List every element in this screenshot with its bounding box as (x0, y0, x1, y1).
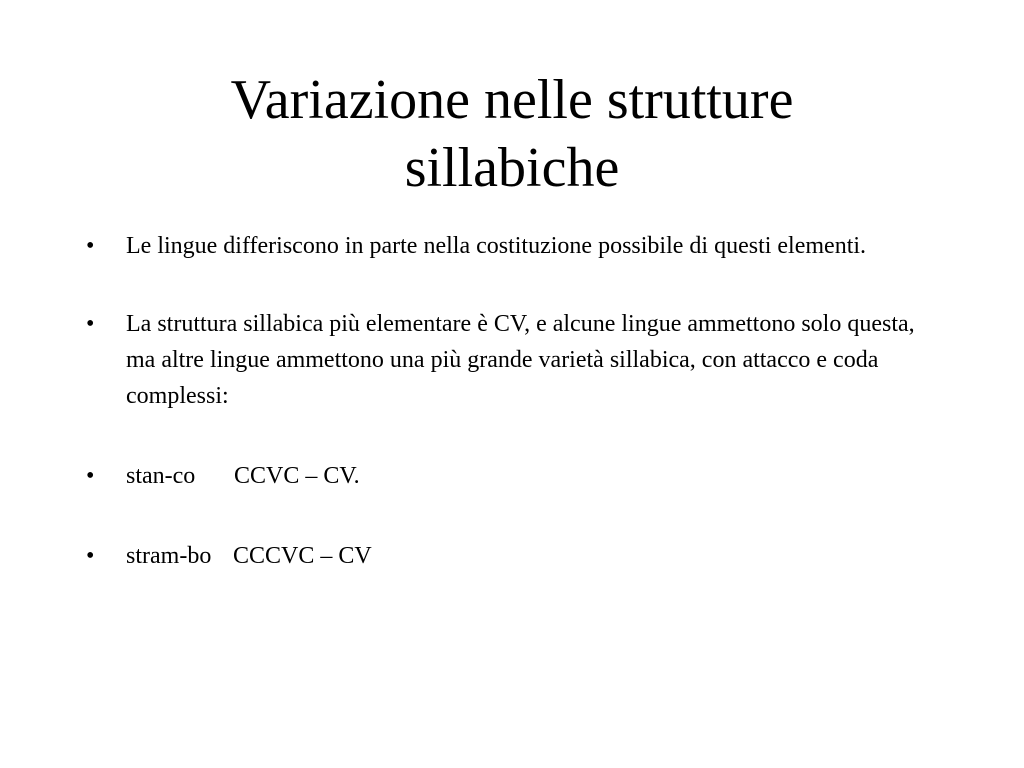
bullet-dot-icon: • (86, 311, 95, 337)
slide-title (0, 66, 1024, 202)
title-line-1: Variazione nelle strutture (230, 69, 794, 131)
example-word: stan-co (126, 463, 196, 489)
syllable-pattern: CCCVC – CV (233, 543, 372, 569)
bullet-text: La struttura sillabica più elementare è CV, e alcune lingue ammettono solo questa, ma altre lingue ammettono una più grande varietà sillabica, con attacco e coda complessi: (126, 311, 915, 409)
bullet-text: Le lingue differiscono in parte nella costituzione possibile di questi elementi. (126, 233, 867, 259)
bullet-item (86, 228, 946, 264)
bullet-item (86, 538, 946, 574)
bullet-dot-icon: • (86, 543, 95, 569)
syllable-pattern: CCVC – CV. (234, 463, 360, 489)
bullet-item (86, 306, 946, 414)
title-line-2: sillabiche (404, 137, 620, 199)
example-word: stram-bo (126, 543, 212, 569)
bullet-dot-icon: • (86, 463, 95, 489)
bullet-dot-icon: • (86, 233, 95, 259)
bullet-list (86, 228, 946, 574)
bullet-item (86, 458, 946, 494)
